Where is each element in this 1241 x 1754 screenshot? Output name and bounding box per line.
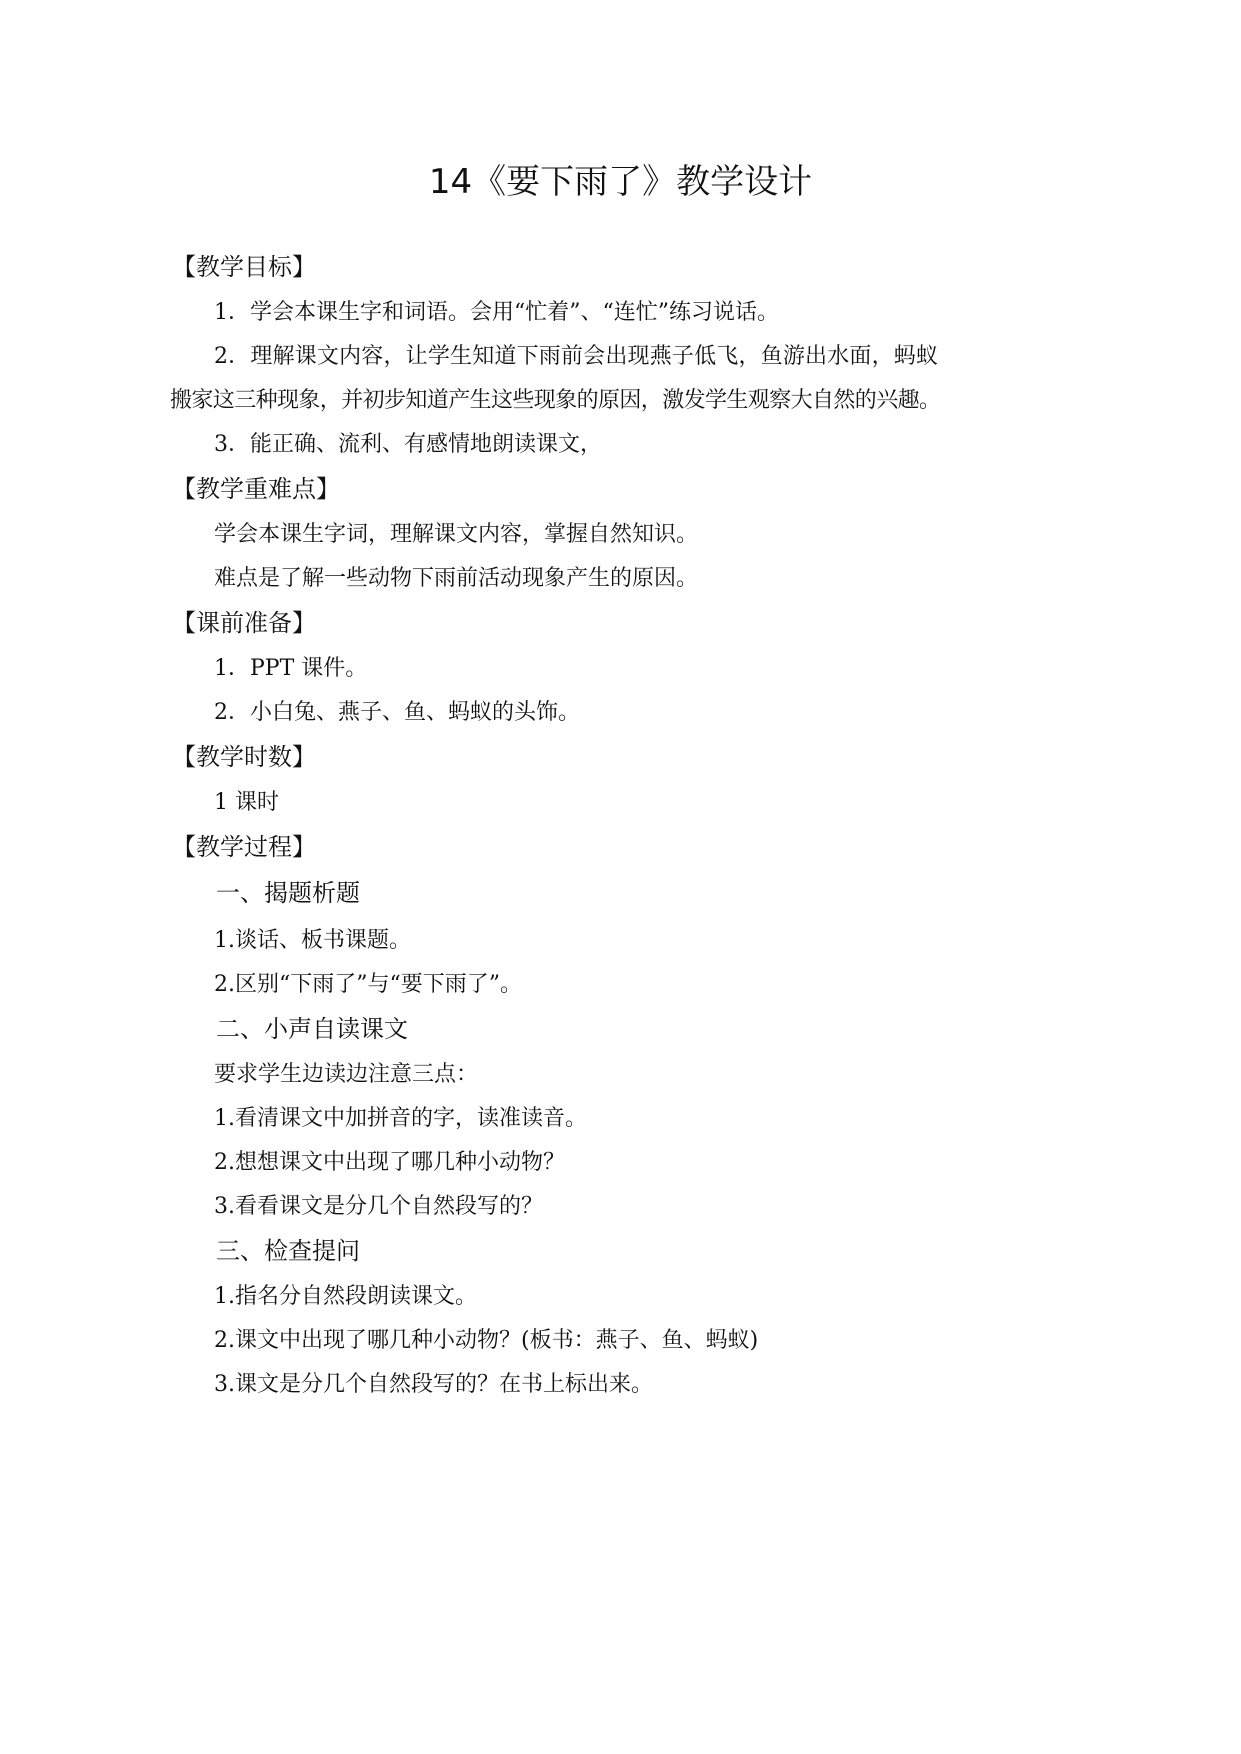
objective-item-3: 3．能正确、流利、有感情地朗读课文，: [214, 432, 602, 457]
process-step-3-item-1: 1.指名分自然段朗读课文。: [214, 1284, 477, 1309]
section-heading-objectives: 【教学目标】: [172, 253, 316, 281]
process-step-1-item-2: 2.区别“下雨了”与“要下雨了”。: [214, 972, 522, 997]
hours-item-1: 1 课时: [214, 790, 279, 815]
preparation-item-1: 1．PPT 课件。: [214, 656, 368, 681]
section-heading-key-points: 【教学重难点】: [172, 475, 340, 503]
process-step-2-item-3: 2.想想课文中出现了哪几种小动物？: [214, 1150, 565, 1175]
key-point-item-2: 难点是了解一些动物下雨前活动现象产生的原因。: [214, 566, 699, 591]
section-heading-process: 【教学过程】: [172, 833, 316, 861]
key-point-item-1: 学会本课生字词，理解课文内容，掌握自然知识。: [214, 522, 699, 547]
process-step-1-item-1: 1.谈话、板书课题。: [214, 928, 411, 953]
process-step-1-title: 一、揭题析题: [216, 879, 360, 907]
process-step-2-item-4: 3.看看课文是分几个自然段写的？: [214, 1194, 543, 1219]
objective-item-1: 1．学会本课生字和词语。会用“忙着”、“连忙”练习说话。: [214, 300, 779, 325]
section-heading-preparation: 【课前准备】: [172, 609, 316, 637]
process-step-3-item-3: 3.课文是分几个自然段写的？在书上标出来。: [214, 1372, 653, 1397]
preparation-item-2: 2．小白兔、燕子、鱼、蚂蚁的头饰。: [214, 700, 580, 725]
objective-item-2: 2 ． 理 解 课 文 内 容 ， 让 学 生 知 道 下 雨 前 会 出 现 燕 子 低 飞 ， 鱼 游 出 水 面 ， 蚂 蚁: [214, 344, 938, 369]
section-heading-hours: 【教学时数】: [172, 743, 316, 771]
process-step-2-title: 二、小声自读课文: [216, 1015, 408, 1043]
process-step-3-item-2: 2.课文中出现了哪几种小动物？(板书：燕子、鱼、蚂蚁): [214, 1328, 759, 1353]
page-title: 14《要下雨了》教学设计: [428, 162, 813, 202]
process-step-2-item-1: 要求学生边读边注意三点：: [214, 1062, 479, 1087]
process-step-2-item-2: 1.看清课文中加拼音的字，读准读音。: [214, 1106, 587, 1131]
objective-item-2-cont: 搬家这三种现象，并初步知道产生这些现象的原因，激发学生观察大自然的兴趣。: [170, 388, 941, 413]
process-step-3-title: 三、检查提问: [216, 1237, 360, 1265]
